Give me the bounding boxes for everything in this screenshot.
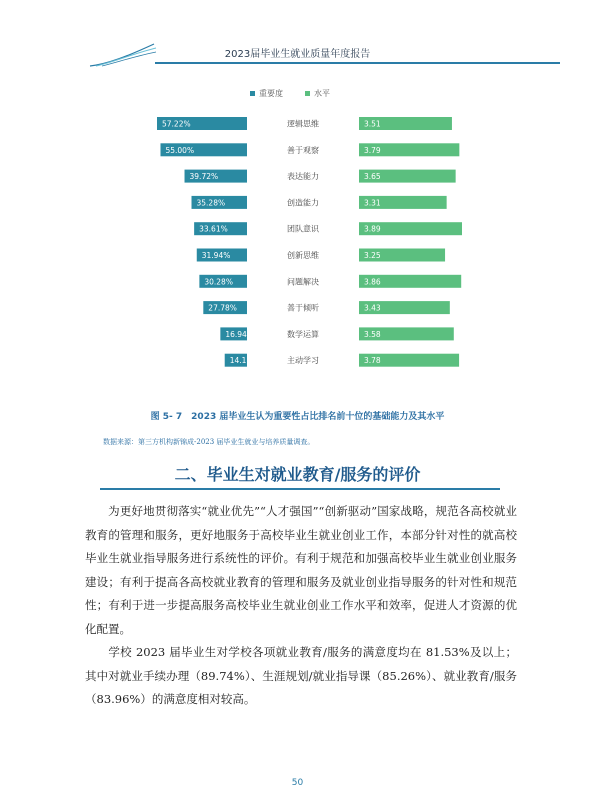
paragraph-1-text: 为更好地贯彻落实“就业优先”“人才强国”“创新驱动”国家战略，规范各高校就业教育的管理和服务，更好地服务于高校毕业生就业创业工作，本部分针对性的就高校毕业生就业指导服务进行系统性的评价。有利于规范和加强高校毕业生就业创业服务建设；有利于提高各高校就业教育的管理和服务及就业创业指导服务的针对性和规范性；有利于进一步提高服务高校毕业生就业创业工作水平和效率，促进人才资源的优化配置。 <box>85 504 517 636</box>
label-importance-10: 14.17% <box>229 356 259 366</box>
category-label-1: 逻辑思维 <box>287 119 319 129</box>
section-title: 二、毕业生对就业教育/服务的评价 <box>174 465 421 484</box>
label-importance-6: 31.94% <box>201 251 231 260</box>
label-level-3: 3.65 <box>364 172 381 182</box>
category-label-6: 创新思维 <box>287 251 319 260</box>
category-label-8: 善于倾听 <box>287 303 319 313</box>
category-label-4: 创造能力 <box>287 198 319 208</box>
page-number: 50 <box>291 778 304 788</box>
label-level-8: 3.43 <box>364 303 381 313</box>
paragraph-2-text: 学校 2023 届毕业生对学校各项就业教育/服务的满意度均在 81.53%及以上；其中对就业手续办理（89.74%）、生涯规划/就业指导课（85.26%）、就业教育/服务（83.96%）的满意度相对较高。 <box>85 645 517 706</box>
label-level-1: 3.51 <box>364 119 381 129</box>
category-label-10: 主动学习 <box>287 356 319 366</box>
section-rule <box>100 488 500 490</box>
category-label-9: 数学运算 <box>287 329 319 339</box>
label-importance-5: 33.61% <box>199 224 228 234</box>
label-importance-4: 35.28% <box>196 198 226 208</box>
label-level-7: 3.86 <box>364 277 381 287</box>
label-importance-3: 39.72% <box>189 172 219 182</box>
paragraph-1 <box>85 500 517 641</box>
label-importance-9: 16.94% <box>225 329 254 339</box>
label-importance-8: 27.78% <box>208 303 237 313</box>
label-level-5: 3.89 <box>364 224 381 234</box>
category-label-5: 团队意识 <box>287 224 319 234</box>
label-level-9: 3.58 <box>364 329 381 339</box>
category-label-7: 问题解决 <box>287 277 319 287</box>
legend-label-importance: 重要度 <box>259 89 283 98</box>
category-label-2: 善于观察 <box>287 145 319 155</box>
category-label-3: 表达能力 <box>287 172 319 182</box>
label-importance-1: 57.22% <box>162 119 191 129</box>
label-level-2: 3.79 <box>364 145 381 155</box>
legend-label-level: 水平 <box>314 89 330 98</box>
bar-chart <box>0 0 595 400</box>
label-level-4: 3.31 <box>364 198 381 208</box>
label-importance-7: 30.28% <box>204 277 233 287</box>
label-level-6: 3.25 <box>364 251 381 260</box>
paragraph-2 <box>85 641 517 712</box>
figure-source: 数据来源：第三方机构新锦成-2023 届毕业生就业与培养质量调查。 <box>103 438 315 446</box>
label-importance-2: 55.00% <box>165 145 195 155</box>
figure-caption: 图 5- 7 2023 届毕业生认为重要性占比排名前十位的基础能力及其水平 <box>150 412 445 422</box>
header-title: 2023届毕业生就业质量年度报告 <box>224 49 371 60</box>
label-level-10: 3.78 <box>364 356 381 366</box>
